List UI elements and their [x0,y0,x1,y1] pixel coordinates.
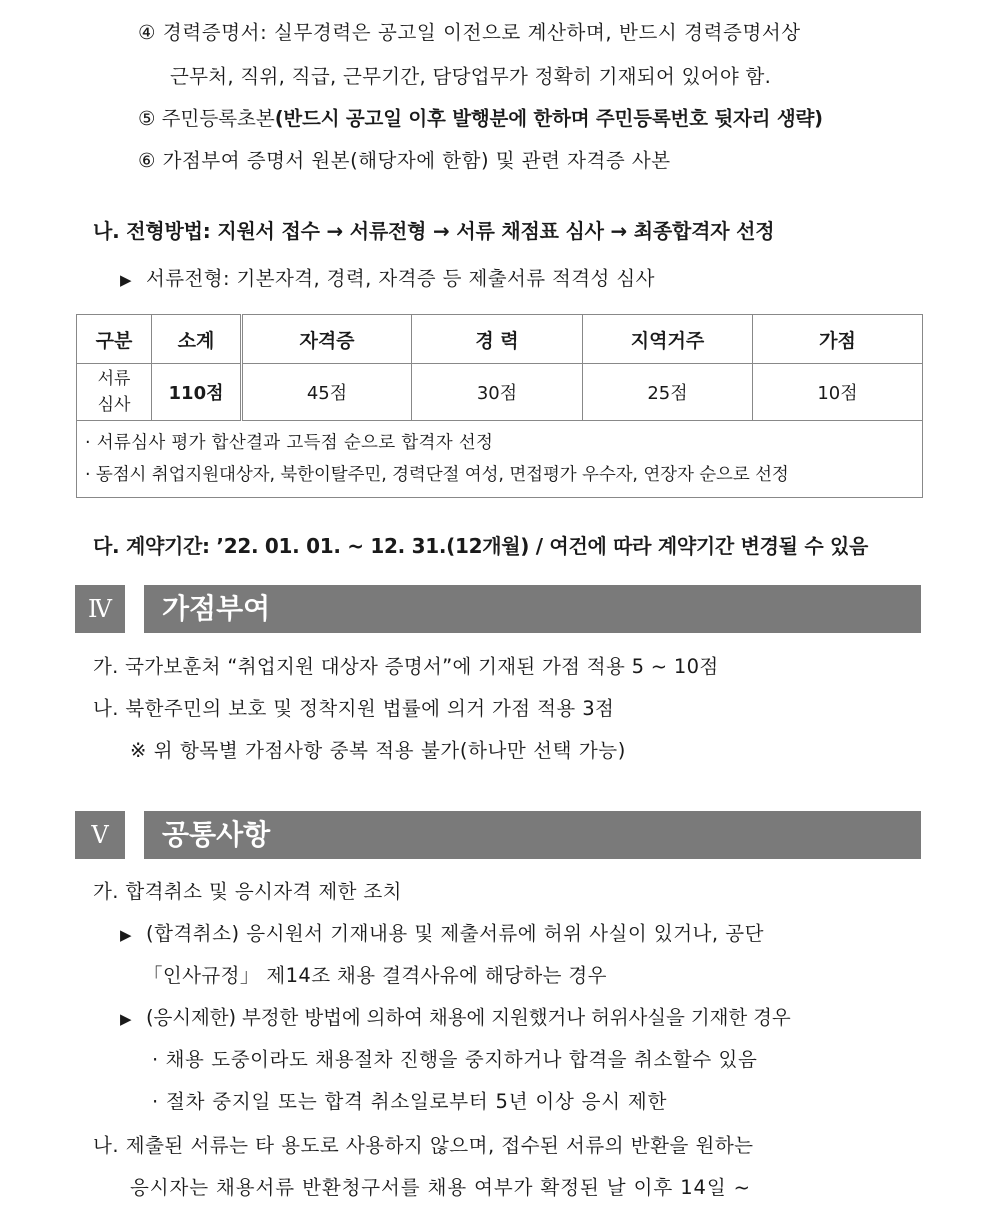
table-header-experience: 경 력 [412,315,583,364]
cell-subtotal: 110점 [152,364,242,421]
screening-score-table [76,314,923,498]
triangle-bullet-icon: ▶ [120,926,132,944]
section-5-number: Ⅴ [75,811,125,859]
doc-item-4-line1 [138,18,922,48]
table-header-certificate: 자격증 [242,315,412,364]
doc-item-6-text: ⑥ 가점부여 증명서 원본(해당자에 한함) 및 관련 자격증 사본 [138,149,671,172]
table-header-residence: 지역거주 [583,315,753,364]
cell-experience: 30점 [412,364,583,421]
contract-period [93,531,868,561]
section-5-item-na-text-a: 나. 제출된 서류는 타 용도로 사용하지 않으며, 접수된 서류의 반환을 원하는 [93,1134,754,1157]
limit-text: (응시제한) 부정한 방법에 의하여 채용에 지원했거나 허위사실을 기재한 경우 [146,1006,791,1029]
screening-line [120,264,655,295]
table-header-row [77,315,923,364]
section-5-item-ga-text: 가. 합격취소 및 응시자격 제한 조치 [93,880,402,903]
doc-item-6 [138,146,671,176]
section-4-title: 가점부여 [144,585,921,633]
cancel-line1 [120,919,764,950]
selection-heading [93,216,774,246]
section-4-note-text: ※ 위 항목별 가점사항 중복 적용 불가(하나만 선택 가능) [130,739,626,762]
cell-certificate: 45점 [242,364,412,421]
doc-item-5-emphasis: (반드시 공고일 이후 발행분에 한하며 주민등록번호 뒷자리 생략) [274,107,823,130]
doc-item-4-text-b: 근무처, 직위, 직급, 근무기간, 담당업무가 정확히 기재되어 있어야 함. [170,65,772,88]
limit-line [120,1003,791,1034]
cancel-text-b: 「인사규정」 제14조 채용 결격사유에 해당하는 경우 [143,964,607,987]
limit-sub-2-text: · 절차 중지일 또는 합격 취소일로부터 5년 이상 응시 제한 [152,1090,668,1113]
selection-heading-text: 나. 전형방법: 지원서 접수 → 서류전형 → 서류 채점표 심사 → 최종합격자 선정 [93,219,775,243]
section-4-item-na-text: 나. 북한주민의 보호 및 정착지원 법률에 의거 가점 적용 3점 [93,697,615,720]
doc-item-4-line2 [170,62,771,92]
section-4-number: Ⅳ [75,585,125,633]
table-note-2: · 동점시 취업지원대상자, 북한이탈주민, 경력단절 여성, 면접평가 우수자, 연장자 순으로 선정 [85,465,789,485]
section-4-note [130,736,626,766]
cancel-text-a: (합격취소) 응시원서 기재내용 및 제출서류에 허위 사실이 있거나, 공단 [146,922,764,945]
section-5-item-na-line1 [93,1131,754,1161]
table-row [77,364,923,421]
cell-bonus: 10점 [753,364,923,421]
row-label-line1: 서류 [97,369,131,389]
section-5-item-na-text-b: 응시자는 채용서류 반환청구서를 채용 여부가 확정된 날 이후 14일 ~ [130,1176,751,1199]
section-4-item-na [93,694,614,724]
limit-sub-1-text: · 채용 도중이라도 채용절차 진행을 중지하거나 합격을 취소할수 있음 [152,1048,758,1071]
limit-sub-1 [152,1045,757,1075]
doc-item-5 [138,104,823,134]
doc-item-4-text-a: ④ 경력증명서: 실무경력은 공고일 이전으로 계산하며, 반드시 경력증명서상 [138,21,801,44]
table-row-label [77,364,152,421]
doc-item-5-prefix: ⑤ 주민등록초본 [138,107,275,130]
cell-residence: 25점 [583,364,753,421]
contract-period-text: 다. 계약기간: ’22. 01. 01. ~ 12. 31.(12개월) / 여건에 따라 계약기간 변경될 수 있음 [93,534,869,558]
table-notes-row [77,421,923,498]
table-header-category: 구분 [77,315,152,364]
table-header-bonus: 가점 [753,315,923,364]
limit-sub-2 [152,1087,667,1117]
section-5-item-ga [93,877,402,907]
table-notes [77,421,923,498]
section-4-item-ga [93,652,718,682]
row-label-line2: 심사 [97,395,131,415]
section-5-title: 공통사항 [144,811,921,859]
table-header-subtotal: 소계 [152,315,242,364]
section-4-item-ga-text: 가. 국가보훈처 “취업지원 대상자 증명서”에 기재된 가점 적용 5 ~ 10점 [93,655,719,678]
triangle-bullet-icon: ▶ [120,271,132,289]
screening-text: 서류전형: 기본자격, 경력, 자격증 등 제출서류 적격성 심사 [146,267,655,290]
triangle-bullet-icon: ▶ [120,1010,132,1028]
section-5-item-na-line2 [130,1173,751,1203]
table-note-1: · 서류심사 평가 합산결과 고득점 순으로 합격자 선정 [85,433,494,453]
cancel-line2 [143,961,607,991]
